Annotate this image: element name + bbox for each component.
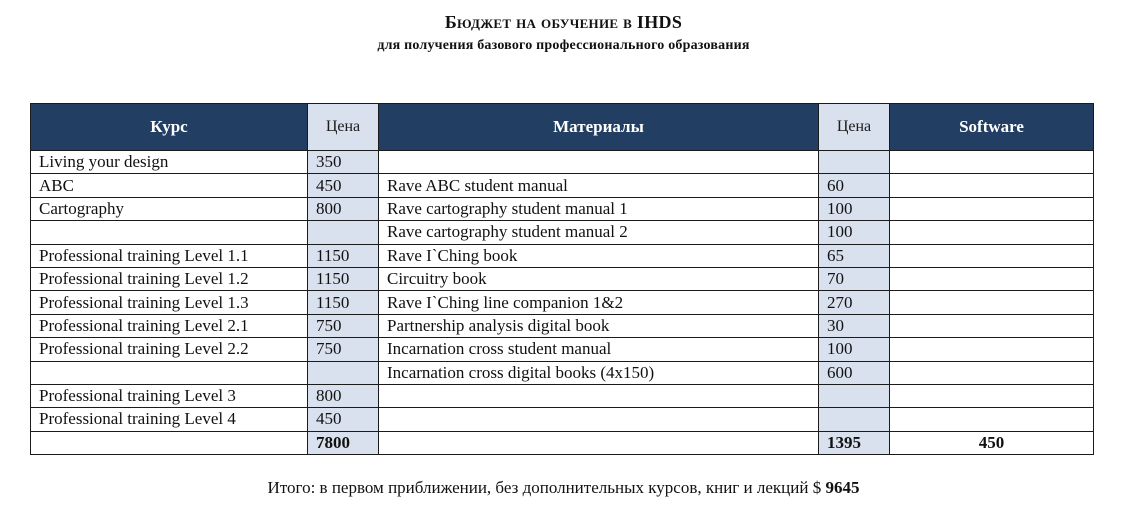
material-cell: Rave cartography student manual 2 (379, 221, 819, 244)
material-cell (379, 408, 819, 431)
software-cell (890, 384, 1094, 407)
material-cell (379, 151, 819, 174)
table-row (31, 174, 1094, 197)
material-cell: Incarnation cross digital books (4x150) (379, 361, 819, 384)
table-row (31, 314, 1094, 337)
table-row (31, 291, 1094, 314)
material-cell: Rave ABC student manual (379, 174, 819, 197)
course-cell (31, 221, 308, 244)
software-cell (890, 244, 1094, 267)
material-cell: Circuitry book (379, 267, 819, 290)
software-cell (890, 221, 1094, 244)
page-title: Бюджет на обучение в IHDS (444, 12, 683, 32)
course-cell: ABC (31, 174, 308, 197)
column-header-software: Software (890, 104, 1094, 151)
software-cell (890, 314, 1094, 337)
page-subtitle: для получения базового профессионального образования (377, 38, 750, 53)
course-cell (31, 361, 308, 384)
material-price-cell: 100 (819, 338, 890, 361)
course-cell: Cartography (31, 197, 308, 220)
material-cell: Rave I`Ching line companion 1&2 (379, 291, 819, 314)
course-price-cell (308, 221, 379, 244)
table-row (31, 151, 1094, 174)
table-row (31, 361, 1094, 384)
software-cell (890, 174, 1094, 197)
material-cell: Incarnation cross student manual (379, 338, 819, 361)
course-cell: Professional training Level 3 (31, 384, 308, 407)
table-row (31, 408, 1094, 431)
material-cell: Partnership analysis digital book (379, 314, 819, 337)
course-price-cell: 450 (308, 174, 379, 197)
totals-software: 450 (890, 431, 1094, 454)
table-row (31, 244, 1094, 267)
material-price-cell (819, 384, 890, 407)
material-price-cell (819, 151, 890, 174)
material-price-cell: 600 (819, 361, 890, 384)
course-cell: Living your design (31, 151, 308, 174)
table-row (31, 384, 1094, 407)
material-cell (379, 384, 819, 407)
material-price-cell: 65 (819, 244, 890, 267)
table-row (31, 338, 1094, 361)
course-cell: Professional training Level 2.1 (31, 314, 308, 337)
table-row (31, 197, 1094, 220)
course-cell: Professional training Level 1.1 (31, 244, 308, 267)
course-price-cell: 800 (308, 197, 379, 220)
table-row (31, 267, 1094, 290)
course-cell: Professional training Level 1.2 (31, 267, 308, 290)
totals-course-cell (31, 431, 308, 454)
column-header-course: Курс (31, 104, 308, 151)
totals-row (31, 431, 1094, 454)
software-cell (890, 151, 1094, 174)
table-header-row (31, 104, 1094, 151)
course-price-cell: 450 (308, 408, 379, 431)
material-price-cell (819, 408, 890, 431)
footer-total: 9645 (825, 478, 860, 497)
software-cell (890, 408, 1094, 431)
material-cell: Rave cartography student manual 1 (379, 197, 819, 220)
software-cell (890, 291, 1094, 314)
software-cell (890, 197, 1094, 220)
course-price-cell: 750 (308, 338, 379, 361)
material-cell: Rave I`Ching book (379, 244, 819, 267)
totals-material-cell (379, 431, 819, 454)
column-header-materials: Материалы (379, 104, 819, 151)
material-price-cell: 70 (819, 267, 890, 290)
course-price-cell: 1150 (308, 291, 379, 314)
course-price-cell: 750 (308, 314, 379, 337)
software-cell (890, 267, 1094, 290)
software-cell (890, 338, 1094, 361)
material-price-cell: 30 (819, 314, 890, 337)
course-price-cell: 350 (308, 151, 379, 174)
course-price-cell: 1150 (308, 267, 379, 290)
material-price-cell: 100 (819, 197, 890, 220)
course-price-cell: 1150 (308, 244, 379, 267)
budget-table (30, 103, 1094, 455)
course-cell: Professional training Level 1.3 (31, 291, 308, 314)
footer-text: Итого: в первом приближении, без дополнительных курсов, книг и лекций $ (267, 478, 826, 497)
footer-summary (0, 478, 1127, 498)
material-price-cell: 60 (819, 174, 890, 197)
totals-course-price: 7800 (308, 431, 379, 454)
material-price-cell: 100 (819, 221, 890, 244)
course-price-cell (308, 361, 379, 384)
table-row (31, 221, 1094, 244)
totals-material-price: 1395 (819, 431, 890, 454)
material-price-cell: 270 (819, 291, 890, 314)
software-cell (890, 361, 1094, 384)
course-cell: Professional training Level 4 (31, 408, 308, 431)
course-price-cell: 800 (308, 384, 379, 407)
column-header-course-price: Цена (308, 104, 379, 151)
column-header-materials-price: Цена (819, 104, 890, 151)
course-cell: Professional training Level 2.2 (31, 338, 308, 361)
